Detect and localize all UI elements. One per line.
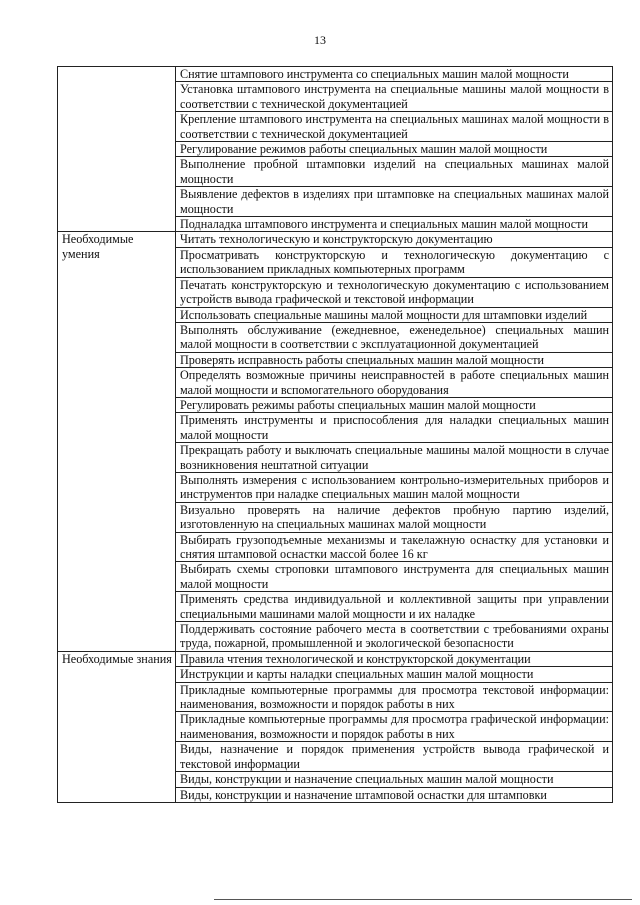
requirement-item: Поддерживать состояние рабочего места в соответствии с требованиями охраны труда, пожарной, промышленной и экологической безопасности xyxy=(176,622,613,652)
requirement-item: Печатать конструкторскую и технологическую документацию с использованием устройств вывода графической и текстовой информации xyxy=(176,277,613,307)
page-number: 13 xyxy=(314,33,326,47)
requirement-item: Использовать специальные машины малой мощности для штамповки изделий xyxy=(176,307,613,322)
requirement-item: Визуально проверять на наличие дефектов пробную партию изделий, изготовленную на специальных машинах малой мощности xyxy=(176,502,613,532)
section-label xyxy=(58,67,176,232)
table-row xyxy=(58,651,613,666)
requirement-item: Выполнять обслуживание (ежедневное, еженедельное) специальных машин малой мощности в соответствии с эксплуатационной документацией xyxy=(176,322,613,352)
requirement-item: Виды, назначение и порядок применения устройств вывода графической и текстовой информации xyxy=(176,742,613,772)
requirement-item: Прикладные компьютерные программы для просмотра графической информации: наименования, возможности и порядок работы в них xyxy=(176,712,613,742)
requirement-item: Применять средства индивидуальной и коллективной защиты при управлении специальными машинами малой мощности и их наладке xyxy=(176,592,613,622)
table-row xyxy=(58,232,613,247)
table-row xyxy=(58,67,613,82)
requirement-item: Определять возможные причины неисправностей в работе специальных машин малой мощности и вспомогательного оборудования xyxy=(176,368,613,398)
requirement-item: Виды, конструкции и назначение штамповой оснастки для штамповки xyxy=(176,787,613,802)
requirement-item: Выбирать схемы строповки штампового инструмента для специальных машин малой мощности xyxy=(176,562,613,592)
requirement-item: Прекращать работу и выключать специальные машины малой мощности в случае возникновения нештатной ситуации xyxy=(176,443,613,473)
section-label: Необходимые знания xyxy=(58,651,176,802)
requirement-item: Проверять исправность работы специальных машин малой мощности xyxy=(176,352,613,367)
requirement-item: Установка штампового инструмента на специальные машины малой мощности в соответствии с технической документацией xyxy=(176,82,613,112)
requirement-item: Выполнять измерения с использованием контрольно-измерительных приборов и инструментов при наладке специальных машин малой мощности xyxy=(176,472,613,502)
section-label: Необходимые умения xyxy=(58,232,176,651)
requirement-item: Просматривать конструкторскую и технологическую документацию с использованием прикладных компьютерных программ xyxy=(176,247,613,277)
requirement-item: Регулирование режимов работы специальных машин малой мощности xyxy=(176,142,613,157)
requirement-item: Снятие штампового инструмента со специальных машин малой мощности xyxy=(176,67,613,82)
requirement-item: Виды, конструкции и назначение специальных машин малой мощности xyxy=(176,772,613,787)
requirement-item: Выполнение пробной штамповки изделий на специальных машинах малой мощности xyxy=(176,157,613,187)
requirement-item: Применять инструменты и приспособления для наладки специальных машин малой мощности xyxy=(176,413,613,443)
requirement-item: Выбирать грузоподъемные механизмы и такелажную оснастку для установки и снятия штамповой оснастки массой более 16 кг xyxy=(176,532,613,562)
requirement-item: Крепление штампового инструмента на специальных машинах малой мощности в соответствии с технической документацией xyxy=(176,112,613,142)
requirement-item: Читать технологическую и конструкторскую документацию xyxy=(176,232,613,247)
requirement-item: Правила чтения технологической и конструкторской документации xyxy=(176,651,613,666)
footer-divider xyxy=(214,899,632,900)
requirement-item: Регулировать режимы работы специальных машин малой мощности xyxy=(176,397,613,412)
requirement-item: Прикладные компьютерные программы для просмотра текстовой информации: наименования, возможности и порядок работы в них xyxy=(176,682,613,712)
requirement-item: Инструкции и карты наладки специальных машин малой мощности xyxy=(176,667,613,682)
requirements-table xyxy=(57,66,613,803)
requirement-item: Подналадка штампового инструмента и специальных машин малой мощности xyxy=(176,217,613,232)
requirement-item: Выявление дефектов в изделиях при штамповке на специальных машинах малой мощности xyxy=(176,187,613,217)
